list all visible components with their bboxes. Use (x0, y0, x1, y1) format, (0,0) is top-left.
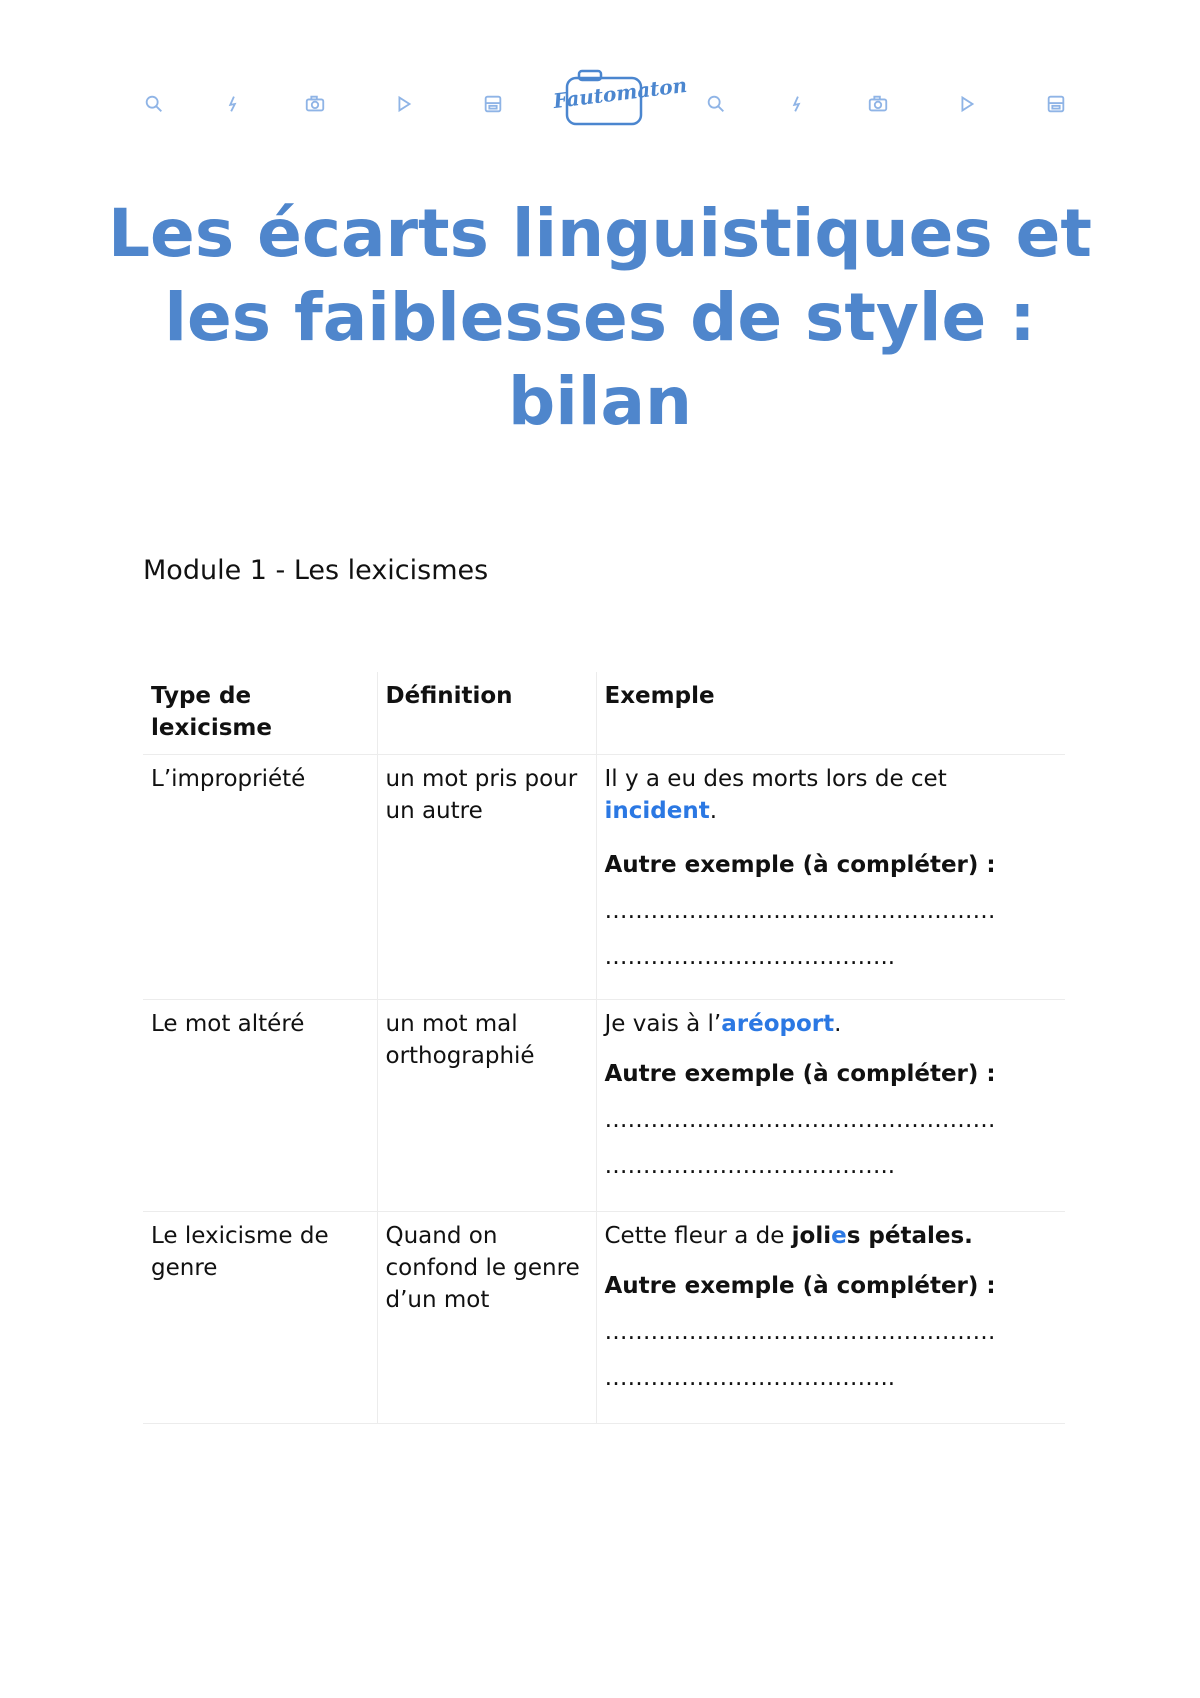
example-bold: joli (791, 1222, 832, 1249)
play-icon (392, 92, 416, 116)
example-end: . (709, 797, 718, 824)
answer-line[interactable]: …………………………………………… (604, 897, 996, 924)
example-highlight: aréoport (721, 1010, 835, 1037)
save-icon (481, 92, 505, 116)
type-cell: Le lexicisme de genre (143, 1211, 377, 1423)
page-title: Les écarts linguistiques et les faiblesses de style : bilan (108, 195, 1092, 440)
lightning-icon (221, 92, 245, 116)
type-cell: Le mot altéré (143, 999, 377, 1211)
type-cell: L’impropriété (143, 754, 377, 999)
search-icon (142, 92, 166, 116)
definition-cell: Quand on confond le genre d’un mot (377, 1211, 596, 1423)
example-highlight: incident (604, 797, 710, 824)
table-row (143, 999, 1065, 1211)
example-bold-end: s pétales. (846, 1222, 973, 1249)
answer-line[interactable]: …………………………………………… (604, 1318, 996, 1345)
module-title: Module 1 - Les lexicismes (143, 555, 489, 586)
example-cell (596, 754, 1065, 999)
example-text: Cette fleur a de (604, 1222, 792, 1249)
definition-cell: un mot pris pour un autre (377, 754, 596, 999)
answer-line[interactable]: ……………………………….. (604, 1152, 896, 1179)
example-text: Je vais à l’ (604, 1010, 722, 1037)
example-cell (596, 999, 1065, 1211)
answer-line[interactable]: ……………………………….. (604, 1364, 896, 1391)
header-definition: Définition (377, 672, 596, 754)
camera-icon (866, 92, 890, 116)
search-icon (704, 92, 728, 116)
save-icon (1044, 92, 1068, 116)
definition-cell: un mot mal orthographié (377, 999, 596, 1211)
fautomaton-logo (551, 68, 689, 130)
complete-label: Autre exemple (à compléter) : (604, 1272, 996, 1299)
answer-line[interactable]: ……………………………….. (604, 943, 896, 970)
header-type: Type de lexicisme (143, 672, 377, 754)
lexicism-table (143, 672, 1065, 1424)
table-header-row (143, 672, 1065, 754)
logo-text: Fautomaton (551, 72, 689, 114)
example-highlight: e (831, 1222, 847, 1249)
example-end: . (834, 1010, 842, 1037)
header-example: Exemple (596, 672, 1065, 754)
complete-label: Autre exemple (à compléter) : (604, 1060, 996, 1087)
answer-line[interactable]: …………………………………………… (604, 1106, 996, 1133)
camera-icon (303, 92, 327, 116)
table-row (143, 754, 1065, 999)
example-cell (596, 1211, 1065, 1423)
play-icon (955, 92, 979, 116)
complete-label: Autre exemple (à compléter) : (604, 851, 996, 878)
example-text: Il y a eu des morts lors de cet (604, 765, 947, 792)
table-row (143, 1211, 1065, 1423)
lightning-icon (785, 92, 809, 116)
